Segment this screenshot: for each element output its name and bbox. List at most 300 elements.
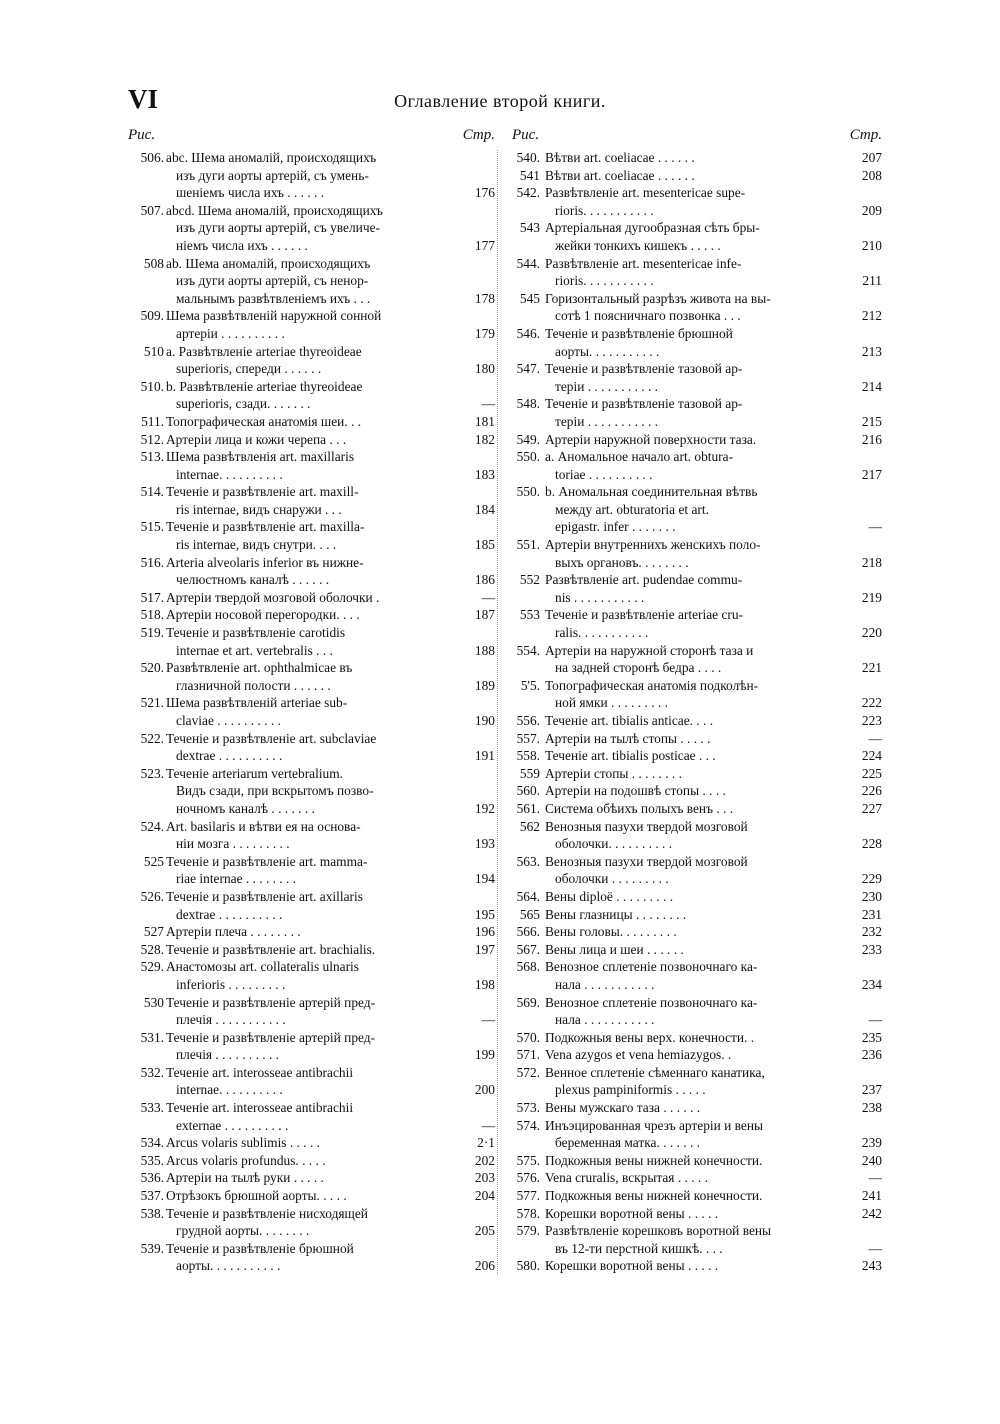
figure-number: 579. <box>516 1223 540 1239</box>
page-reference: 190 <box>474 713 495 728</box>
entry-text: internae. . . . . . . . . . <box>176 1082 283 1098</box>
figure-number: 565 <box>519 906 540 922</box>
page-reference: 234 <box>861 976 882 992</box>
left-header-str: Стр. <box>462 127 495 143</box>
toc-line <box>502 395 882 413</box>
toc-line <box>128 976 495 994</box>
toc-line <box>502 870 882 888</box>
entry-text: ab. Шема аномалій, происходящихъ <box>166 255 371 271</box>
entry-text: Артеріи стопы . . . . . . . . <box>545 765 682 781</box>
figure-number: 516. <box>140 554 164 570</box>
page-reference: 224 <box>861 748 882 764</box>
toc-line <box>128 677 495 695</box>
entry-text: ris internae, видъ снаружи . . . <box>176 501 342 517</box>
toc-line <box>502 290 882 308</box>
toc-line <box>502 448 882 466</box>
figure-number: 534. <box>140 1135 164 1151</box>
entry-text: Vena azygos et vena hemiazygos. . <box>545 1047 732 1063</box>
entry-text: dextrae . . . . . . . . . . <box>176 748 283 764</box>
entry-text: superioris, сзади. . . . . . . <box>176 396 311 412</box>
page-reference: — <box>481 589 495 605</box>
page-reference: — <box>481 1117 495 1133</box>
entry-text: ніемъ числа ихъ . . . . . . <box>176 237 308 253</box>
toc-line <box>128 1205 495 1223</box>
page-reference: 176 <box>474 185 495 201</box>
entry-text: Артеріи плеча . . . . . . . . <box>166 924 301 940</box>
figure-number: 546. <box>516 325 540 341</box>
figure-number: 506. <box>140 150 164 165</box>
toc-line <box>502 202 882 220</box>
toc-line <box>128 589 495 607</box>
toc-line <box>128 730 495 748</box>
figure-number: 577. <box>516 1188 540 1204</box>
figure-number: 573. <box>516 1100 540 1116</box>
toc-line <box>128 606 495 624</box>
entry-text: Теченіе и развѣтвленіе тазовой ар- <box>545 396 743 412</box>
toc-line <box>502 1240 882 1258</box>
toc-line <box>502 378 882 396</box>
page-reference: 202 <box>474 1152 495 1168</box>
toc-line <box>502 994 882 1012</box>
figure-number: 558. <box>516 748 540 764</box>
entry-text: Вены diploë . . . . . . . . . <box>545 888 674 904</box>
figure-number: 578. <box>516 1205 540 1221</box>
entry-text: Корешки воротной вены . . . . . <box>545 1205 719 1221</box>
entry-text: Теченіе и развѣтвленіе arteriae cru- <box>545 607 744 623</box>
toc-line <box>502 818 882 836</box>
entry-text: Вены лица и шеи . . . . . . <box>545 941 684 957</box>
page-reference: 210 <box>861 237 882 253</box>
figure-number: 5'5. <box>520 677 540 693</box>
page-reference: 214 <box>861 378 882 394</box>
entry-text: Видъ сзади, при вскрытомъ позво- <box>176 783 374 799</box>
page-reference: 219 <box>861 589 882 605</box>
entry-text: claviae . . . . . . . . . . <box>176 713 281 728</box>
page-reference: 184 <box>474 501 495 517</box>
entry-text: Arcus volaris sublimis . . . . . <box>166 1135 320 1151</box>
page-reference: 235 <box>861 1029 882 1045</box>
toc-line <box>128 1046 495 1064</box>
toc-line <box>128 888 495 906</box>
toc-line <box>128 167 495 185</box>
entry-text: Теченіе и развѣтвленіе тазовой ар- <box>545 361 743 377</box>
toc-line <box>128 395 495 413</box>
entry-text: жейки тонкихъ кишекъ . . . . . <box>555 237 721 253</box>
entry-text: Развѣтвленіе корешковъ воротной вены <box>545 1223 772 1239</box>
entry-text: грудной аорты. . . . . . . . <box>176 1223 310 1239</box>
toc-line <box>128 360 495 378</box>
right-toc-list <box>502 149 882 1275</box>
toc-line <box>128 518 495 536</box>
figure-number: 540. <box>516 150 540 165</box>
entry-text: Развѣтвленіе art. ophthalmicae въ <box>166 660 353 676</box>
figure-number: 567. <box>516 941 540 957</box>
toc-line <box>502 642 882 660</box>
entry-text: Горизонтальный разрѣзъ живота на вы- <box>545 290 771 306</box>
toc-line <box>128 466 495 484</box>
entry-text: Развѣтвленіе art. pudendae commu- <box>545 572 743 588</box>
page-reference: 2·1 <box>477 1135 495 1151</box>
entry-text: externae . . . . . . . . . . <box>176 1117 289 1133</box>
figure-number: 519. <box>140 625 164 641</box>
page-reference: 236 <box>861 1047 882 1063</box>
figure-number: 552 <box>519 572 540 588</box>
entry-text: теріи . . . . . . . . . . . <box>555 413 659 429</box>
figure-number: 510. <box>140 378 164 394</box>
entry-text: nis . . . . . . . . . . . <box>555 589 645 605</box>
entry-text: Топографическая анатомія шеи. . . <box>166 413 362 429</box>
entry-text: abcd. Шема аномалій, происходящихъ <box>166 202 383 218</box>
toc-line <box>128 923 495 941</box>
entry-text: ніи мозга . . . . . . . . . <box>176 836 290 852</box>
toc-line <box>128 290 495 308</box>
page-reference: 204 <box>474 1188 495 1204</box>
figure-number: 533. <box>140 1100 164 1116</box>
entry-text: b. Развѣтвленіе arteriae thyreoideae <box>166 378 363 394</box>
figure-number: 526. <box>140 888 164 904</box>
entry-text: Теченіе и развѣтвленіе art. subclaviae <box>166 730 377 746</box>
page-reference: — <box>868 519 882 535</box>
page-reference: 241 <box>861 1188 882 1204</box>
entry-text: Артеріи на тылѣ руки . . . . . <box>166 1170 324 1186</box>
figure-number: 545 <box>519 290 540 306</box>
toc-line <box>128 853 495 871</box>
entry-text: Теченіе art. tibialis posticae . . . <box>545 748 716 764</box>
toc-line <box>128 1099 495 1117</box>
entry-text: шеніемъ числа ихъ . . . . . . <box>176 185 325 201</box>
toc-line <box>502 941 882 959</box>
toc-line <box>128 448 495 466</box>
entry-text: Артеріи наружной поверхности таза. <box>545 431 757 447</box>
entry-text: выхъ органовъ. . . . . . . . <box>555 554 689 570</box>
entry-text: Теченіе и развѣтвленіе art. mamma- <box>166 853 368 869</box>
toc-line <box>502 1029 882 1047</box>
toc-line <box>502 501 882 519</box>
page-reference: 183 <box>474 466 495 482</box>
entry-text: Теченіе art. tibialis anticae. . . . <box>545 713 714 728</box>
figure-number: 539. <box>140 1240 164 1256</box>
entry-text: toriae . . . . . . . . . . <box>555 466 653 482</box>
figure-number: 549. <box>516 431 540 447</box>
toc-line <box>502 255 882 273</box>
page-reference: 193 <box>474 836 495 852</box>
entry-text: плечія . . . . . . . . . . . <box>176 1012 286 1028</box>
figure-number: 511. <box>141 413 164 429</box>
page-reference: — <box>868 1012 882 1028</box>
toc-line <box>128 765 495 783</box>
toc-line <box>128 237 495 255</box>
figure-number: 574. <box>516 1117 540 1133</box>
entry-text: a. Аномальное начало art. obtura- <box>545 449 734 465</box>
figure-number: 569. <box>516 994 540 1010</box>
page-reference: 239 <box>861 1135 882 1151</box>
page-reference: 225 <box>861 765 882 781</box>
figure-number: 528. <box>140 941 164 957</box>
figure-number: 530 <box>143 994 164 1010</box>
figure-number: 518. <box>140 607 164 623</box>
figure-number: 517. <box>140 589 164 605</box>
entry-text: Развѣтвленіе art. mesentericae supe- <box>545 185 746 201</box>
entry-text: Отрѣзокъ брюшной аорты. . . . . <box>166 1188 347 1204</box>
toc-line <box>502 765 882 783</box>
figure-number: 548. <box>516 396 540 412</box>
figure-number: 572. <box>516 1064 540 1080</box>
page-reference: 232 <box>861 924 882 940</box>
toc-line <box>128 1081 495 1099</box>
right-column <box>502 127 882 1275</box>
entry-text: Вены глазницы . . . . . . . . <box>545 906 687 922</box>
page-reference: 203 <box>474 1170 495 1186</box>
entry-text: Венозное сплетеніе позвоночнаго ка- <box>545 994 758 1010</box>
toc-line <box>128 800 495 818</box>
toc-line <box>128 431 495 449</box>
toc-line <box>128 325 495 343</box>
figure-number: 557. <box>516 730 540 746</box>
toc-line <box>128 1029 495 1047</box>
figure-number: 536. <box>140 1170 164 1186</box>
entry-text: rioris. . . . . . . . . . . <box>555 202 654 218</box>
entry-text: b. Аномальная соединительная вѣтвь <box>545 484 758 500</box>
entry-text: Венозное сплетеніе позвоночнаго ка- <box>545 959 758 975</box>
toc-line <box>502 1117 882 1135</box>
figure-number: 507. <box>140 202 164 218</box>
toc-line <box>128 554 495 572</box>
figure-number: 563. <box>516 853 540 869</box>
page-reference: 199 <box>474 1047 495 1063</box>
page-reference: 192 <box>474 800 495 816</box>
figure-number: 580. <box>516 1258 540 1274</box>
figure-number: 566. <box>516 924 540 940</box>
toc-line <box>502 272 882 290</box>
toc-line <box>502 730 882 748</box>
entry-text: internae. . . . . . . . . . <box>176 466 283 482</box>
entry-text: Подкожныя вены нижней конечности. <box>545 1152 763 1168</box>
page-reference: 182 <box>474 431 495 447</box>
entry-text: Артеріи внутреннихъ женскихъ поло- <box>545 537 761 553</box>
entry-text: Развѣтвленіе art. mesentericae infe- <box>545 255 742 271</box>
page-reference: 213 <box>861 343 882 359</box>
entry-text: Теченіе и развѣтвленіе артерій пред- <box>166 1029 376 1045</box>
page-reference: 223 <box>861 713 882 728</box>
toc-line <box>502 923 882 941</box>
toc-line <box>128 1240 495 1258</box>
figure-number: 509. <box>140 308 164 324</box>
page-reference: 177 <box>474 237 495 253</box>
entry-text: a. Развѣтвленіе arteriae thyreoideae <box>166 343 362 359</box>
toc-line <box>502 589 882 607</box>
entry-text: изъ дуги аорты артерій, съ ненор- <box>176 273 369 289</box>
entry-text: Теченіе и развѣтвленіе art. axillaris <box>166 888 363 904</box>
entry-text: Артеріи твердой мозговой оболочки . <box>166 589 380 605</box>
figure-number: 560. <box>516 783 540 799</box>
toc-line <box>502 149 882 167</box>
toc-line <box>128 642 495 660</box>
toc-line <box>128 1117 495 1135</box>
entry-text: оболочки . . . . . . . . . <box>555 871 669 887</box>
entry-text: Шема развѣтвленій arteriae sub- <box>166 695 348 711</box>
figure-number: 513. <box>140 449 164 465</box>
entry-text: на задней сторонѣ бедра . . . . <box>555 660 722 676</box>
toc-line <box>502 1205 882 1223</box>
page-reference: 218 <box>861 554 882 570</box>
entry-text: нала . . . . . . . . . . . <box>555 976 655 992</box>
page-reference: — <box>868 730 882 746</box>
page-reference: 230 <box>861 888 882 904</box>
right-header-str: Стр. <box>849 127 882 143</box>
entry-text: Вены мужскаго таза . . . . . . <box>545 1100 701 1116</box>
figure-number: 542. <box>516 185 540 201</box>
entry-text: Вены головы. . . . . . . . . <box>545 924 677 940</box>
entry-text: изъ дуги аорты артерій, съ умень- <box>176 167 369 183</box>
toc-line <box>128 1134 495 1152</box>
figure-number: 521. <box>140 695 164 711</box>
page-reference: 197 <box>474 941 495 957</box>
left-toc-list <box>128 149 495 1275</box>
toc-line <box>502 1152 882 1170</box>
entry-text: сотѣ 1 поясничнаго позвонка . . . <box>555 308 741 324</box>
toc-line <box>502 659 882 677</box>
toc-line <box>502 413 882 431</box>
entry-text: нала . . . . . . . . . . . <box>555 1012 655 1028</box>
entry-text: Arcus volaris profundus. . . . . <box>166 1152 326 1168</box>
entry-text: Анастомозы art. collateralis ulnaris <box>166 959 359 975</box>
left-column-header <box>128 127 495 149</box>
toc-line <box>502 906 882 924</box>
page-reference: 227 <box>861 800 882 816</box>
toc-line <box>502 1011 882 1029</box>
toc-line <box>502 782 882 800</box>
toc-line <box>128 272 495 290</box>
figure-number: 570. <box>516 1029 540 1045</box>
page-reference: 200 <box>474 1082 495 1098</box>
entry-text: челюстномъ каналѣ . . . . . . <box>176 572 330 588</box>
toc-line <box>128 307 495 325</box>
entry-text: глазничной полости . . . . . . <box>176 677 331 693</box>
entry-text: въ 12-ти перстной кишкѣ. . . . <box>555 1240 723 1256</box>
toc-line <box>502 184 882 202</box>
toc-line <box>128 1169 495 1187</box>
entry-text: Теченіе и развѣтвленіе carotidis <box>166 625 346 641</box>
figure-number: 522. <box>140 730 164 746</box>
entry-text: Теченіе arteriarum vertebralium. <box>166 765 344 781</box>
entry-text: Артеріальная дугообразная сѣть бры- <box>545 220 760 236</box>
entry-text: inferioris . . . . . . . . . <box>176 976 286 992</box>
page-reference: 205 <box>474 1223 495 1239</box>
entry-text: Arteria alveolaris inferior въ нижне- <box>166 554 364 570</box>
figure-number: 544. <box>516 255 540 271</box>
figure-number: 527 <box>143 924 164 940</box>
entry-text: internae et art. vertebralis . . . <box>176 642 333 658</box>
toc-line <box>502 431 882 449</box>
page-reference: 195 <box>474 906 495 922</box>
toc-line <box>128 941 495 959</box>
toc-line <box>502 624 882 642</box>
page-reference: 228 <box>861 836 882 852</box>
toc-line <box>128 202 495 220</box>
toc-line <box>128 219 495 237</box>
figure-number: 510 <box>143 343 164 359</box>
page-reference: 233 <box>861 941 882 957</box>
entry-text: Теченіе и развѣтвленіе art. maxilla- <box>166 519 365 535</box>
toc-line <box>128 184 495 202</box>
page-reference: 238 <box>861 1100 882 1116</box>
figure-number: 529. <box>140 959 164 975</box>
toc-line <box>128 1222 495 1240</box>
page-header <box>0 84 1000 124</box>
entry-text: Шема развѣтвленій наружной сонной <box>166 308 382 324</box>
entry-text: аорты. . . . . . . . . . . <box>555 343 660 359</box>
toc-line <box>128 1187 495 1205</box>
entry-text: Артеріи на тылѣ стопы . . . . . <box>545 730 711 746</box>
toc-line <box>502 677 882 695</box>
toc-line <box>502 1257 882 1275</box>
figure-number: 535. <box>140 1152 164 1168</box>
toc-line <box>502 360 882 378</box>
toc-line <box>502 1064 882 1082</box>
figure-number: 523. <box>140 765 164 781</box>
page-reference: 222 <box>861 695 882 711</box>
figure-number: 551. <box>516 537 540 553</box>
page-reference: — <box>481 1012 495 1028</box>
toc-line <box>128 149 495 167</box>
entry-text: аорты. . . . . . . . . . . <box>176 1258 281 1274</box>
entry-text: Артеріи лица и кожи черепа . . . <box>166 431 347 447</box>
page-reference: 212 <box>861 308 882 324</box>
entry-text: rioris. . . . . . . . . . . <box>555 273 654 289</box>
toc-line <box>502 853 882 871</box>
page-reference: 216 <box>861 431 882 447</box>
toc-line <box>502 167 882 185</box>
entry-text: Теченіе и развѣтвленіе нисходящей <box>166 1205 368 1221</box>
figure-number: 512. <box>140 431 164 447</box>
figure-number: 550. <box>516 449 540 465</box>
page-reference: 178 <box>474 290 495 306</box>
page-reference: 237 <box>861 1082 882 1098</box>
entry-text: плечія . . . . . . . . . . <box>176 1047 280 1063</box>
toc-line <box>502 325 882 343</box>
page-reference: 187 <box>474 607 495 623</box>
page-reference: 211 <box>862 273 882 289</box>
entry-text: оболочки. . . . . . . . . . <box>555 836 673 852</box>
page-reference: 198 <box>474 976 495 992</box>
toc-line <box>502 518 882 536</box>
entry-text: abc. Шема аномалій, происходящихъ <box>166 150 377 165</box>
toc-line <box>502 554 882 572</box>
entry-text: Теченіе и развѣтвленіе art. maxill- <box>166 484 359 500</box>
toc-line <box>502 800 882 818</box>
toc-line <box>128 782 495 800</box>
toc-line <box>128 747 495 765</box>
figure-number: 537. <box>140 1188 164 1204</box>
page-reference: 179 <box>474 325 495 341</box>
entry-text: ной ямки . . . . . . . . . <box>555 695 668 711</box>
toc-line <box>502 219 882 237</box>
entry-text: теріи . . . . . . . . . . . <box>555 378 659 394</box>
entry-text: Теченіе art. interosseae antibrachii <box>166 1064 354 1080</box>
entry-text: Система обѣихъ полыхъ венъ . . . <box>545 800 734 816</box>
toc-line <box>128 818 495 836</box>
toc-line <box>128 255 495 273</box>
figure-number: 525 <box>143 853 164 869</box>
entry-text: Подкожныя вены нижней конечности. <box>545 1188 763 1204</box>
page-reference: 188 <box>474 642 495 658</box>
entry-text: ris internae, видъ снутри. . . . <box>176 537 337 553</box>
page-reference: — <box>868 1240 882 1256</box>
left-column <box>128 127 495 1275</box>
toc-line <box>128 1152 495 1170</box>
toc-line <box>128 413 495 431</box>
toc-line <box>502 1081 882 1099</box>
